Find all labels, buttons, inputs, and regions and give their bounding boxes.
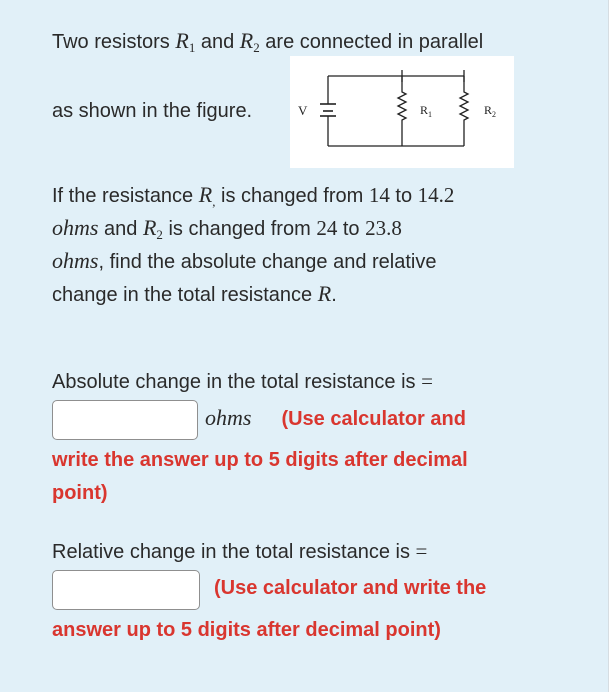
r2-from-value: 24: [316, 216, 338, 240]
intro-line-2: as shown in the figure.: [52, 100, 253, 122]
resistor-1: [398, 76, 406, 146]
relative-note-2: answer up to 5 digits after decimal point): [52, 619, 441, 641]
body-line-4: change in the total resistance R.: [52, 281, 337, 306]
body-line-3: ohms, find the absolute change and relative: [52, 248, 437, 273]
resistor-2-label: $R_2$: [484, 103, 497, 119]
source-label: V: [298, 103, 308, 118]
body-line-1: If the resistance $R_,$ is changed from 14 to 14.2: [52, 182, 455, 209]
resistor-2: [460, 76, 468, 146]
resistor-1-label: $R_1$: [420, 103, 433, 119]
r1-to-value: 14.2: [417, 183, 455, 207]
absolute-change-input[interactable]: [52, 400, 198, 440]
intro-text-2: are connected in parallel: [259, 31, 484, 53]
intro-text: Two resistors: [52, 31, 176, 53]
circuit-diagram: [290, 56, 514, 168]
r1-from-value: 14: [368, 183, 390, 207]
body-line-2: ohms and $R_2$ is changed from 24 to 23.8: [52, 215, 402, 242]
circuit-figure: [290, 56, 514, 168]
r2-symbol: $R_2$: [239, 28, 260, 55]
absolute-note-1: (Use calculator and: [281, 408, 466, 430]
ohms-unit-2: ohms: [52, 248, 99, 273]
absolute-note-2: write the answer up to 5 digits after decimal: [52, 449, 468, 471]
ohms-unit-3: ohms: [205, 405, 252, 430]
relative-change-input[interactable]: [52, 570, 200, 610]
ohms-unit-1: ohms: [52, 215, 99, 240]
r2-to-value: 23.8: [365, 216, 402, 240]
absolute-unit-line: [205, 405, 466, 432]
r1-symbol: $R_1$: [175, 28, 196, 55]
and-text: and: [195, 31, 240, 53]
absolute-prompt: Absolute change in the total resistance is =: [52, 369, 433, 393]
relative-prompt: Relative change in the total resistance is =: [52, 539, 428, 563]
relative-note-1: (Use calculator and write the: [214, 577, 487, 599]
r2-symbol-2: $R_2$: [142, 215, 163, 242]
r-total-symbol: R: [317, 281, 332, 306]
absolute-note-3: point): [52, 482, 108, 504]
r1-symbol-2: $R_,$: [198, 182, 216, 209]
